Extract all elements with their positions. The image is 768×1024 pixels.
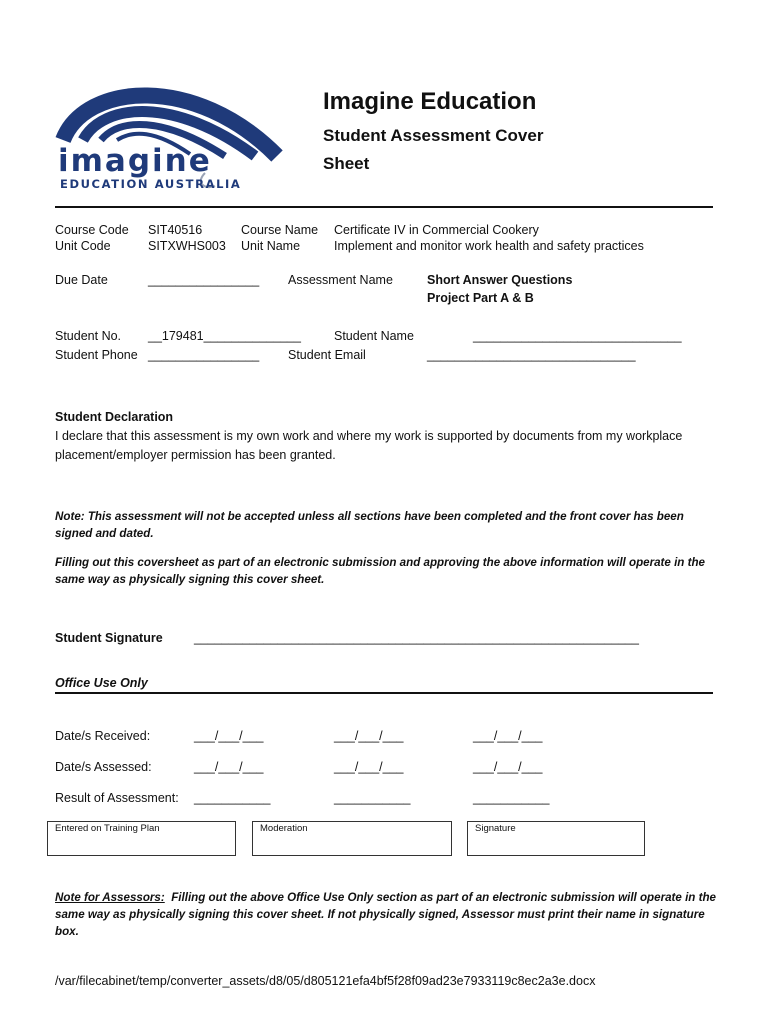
office-use-heading: Office Use Only [55, 676, 148, 690]
unit-code-label: Unit Code [55, 239, 111, 253]
assessor-note [55, 889, 720, 940]
assessor-note-text: Filling out the above Office Use Only section as part of an electronic submission will operate in the same way as physically signing this cover sheet. If not physically signed, Assessor must print their name in signature box. [55, 891, 720, 938]
logo-arcs-icon [55, 78, 285, 193]
moderation-box[interactable] [252, 821, 452, 856]
declaration-text: I declare that this assessment is my own work and where my work is supported by documents from my workplace placement/employer permission has been granted. [55, 429, 683, 462]
date-received-label: Date/s Received: [55, 729, 151, 743]
student-no-field[interactable]: __179481______________ [148, 329, 301, 343]
date-assessed-label: Date/s Assessed: [55, 760, 152, 774]
assessor-note-label: Note for Assessors: [55, 891, 165, 904]
result-label: Result of Assessment: [55, 791, 179, 805]
student-phone-label: Student Phone [55, 348, 138, 362]
office-divider [55, 692, 713, 694]
date-received-field-3[interactable]: ___/___/___ [473, 729, 543, 743]
course-code-value: SIT40516 [148, 223, 203, 237]
note-electronic-submission: Filling out this coversheet as part of an electronic submission and approving the above information will operate in the same way as physically signing this cover sheet. [55, 556, 705, 586]
student-signature-field[interactable]: ________________________________________________________________ [194, 631, 639, 645]
assessment-name-line1: Short Answer Questions [427, 273, 573, 287]
page-subtitle: Student Assessment Cover Sheet [323, 126, 544, 173]
date-received-field-2[interactable]: ___/___/___ [334, 729, 404, 743]
note-acceptance: Note: This assessment will not be accepted unless all sections have been completed and the front cover has been signed and dated. [55, 510, 684, 540]
header-divider [55, 206, 713, 208]
training-plan-box[interactable] [47, 821, 236, 856]
date-received-field-1[interactable]: ___/___/___ [194, 729, 264, 743]
student-phone-field[interactable]: ________________ [148, 348, 260, 362]
training-plan-box-label: Entered on Training Plan [55, 823, 160, 834]
unit-name-label: Unit Name [241, 239, 301, 253]
student-signature-label: Student Signature [55, 631, 163, 645]
date-assessed-field-3[interactable]: ___/___/___ [473, 760, 543, 774]
signature-box[interactable] [467, 821, 645, 856]
page-title: Imagine Education [323, 88, 537, 115]
declaration-heading: Student Declaration [55, 410, 174, 424]
course-name-value: Certificate IV in Commercial Cookery [334, 223, 539, 237]
logo-tagline: EDUCATION AUSTRALIA [60, 177, 242, 191]
moderation-box-label: Moderation [260, 823, 308, 834]
result-field-1[interactable]: ___________ [194, 791, 271, 805]
assessment-name-label: Assessment Name [288, 273, 393, 287]
course-code-label: Course Code [55, 223, 129, 237]
due-date-field[interactable]: ________________ [148, 273, 260, 287]
result-field-3[interactable]: ___________ [473, 791, 550, 805]
student-name-field[interactable]: ______________________________ [473, 329, 682, 343]
unit-code-value: SITXWHS003 [148, 239, 226, 253]
assessment-name-line2: Project Part A & B [427, 291, 534, 305]
signature-box-label: Signature [475, 823, 516, 834]
result-field-2[interactable]: ___________ [334, 791, 411, 805]
student-email-field[interactable]: ______________________________ [427, 348, 636, 362]
course-name-label: Course Name [241, 223, 319, 237]
logo-wordmark: imagine [58, 143, 212, 179]
due-date-label: Due Date [55, 273, 108, 287]
date-assessed-field-2[interactable]: ___/___/___ [334, 760, 404, 774]
student-name-label: Student Name [334, 329, 414, 343]
student-email-label: Student Email [288, 348, 366, 362]
file-path: /var/filecabinet/temp/converter_assets/d8/05/d805121efa4bf5f28f09ad23e7933119c8ec2a3e.docx [55, 974, 596, 988]
unit-name-value: Implement and monitor work health and safety practices [334, 239, 644, 253]
imagine-logo [55, 78, 285, 193]
date-assessed-field-1[interactable]: ___/___/___ [194, 760, 264, 774]
student-no-label: Student No. [55, 329, 122, 343]
